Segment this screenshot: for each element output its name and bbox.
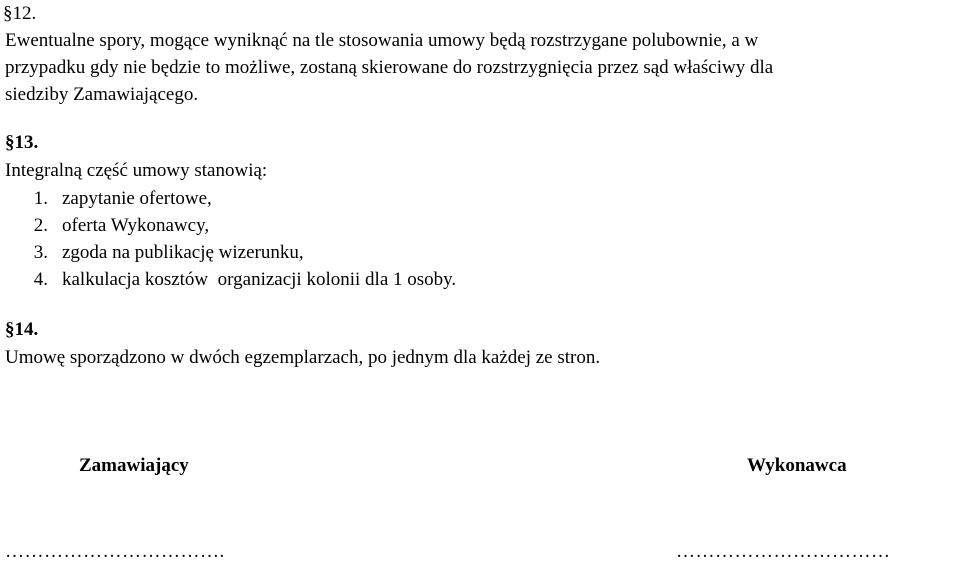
list-item-number: 3. <box>33 242 48 263</box>
signature-line-contractor: …………………………… <box>676 541 891 562</box>
list-item-number: 2. <box>33 215 48 236</box>
list-item-text: kalkulacja kosztów organizacji kolonii dla 1 osoby. <box>62 269 457 290</box>
section-12-heading: §12. <box>3 3 37 24</box>
section-13-intro: Integralną część umowy stanowią: <box>5 160 268 181</box>
list-item <box>0 270 456 289</box>
section-12-line-3: siedziby Zamawiającego. <box>5 84 199 105</box>
list-item-text: zgoda na publikację wizerunku, <box>62 242 304 263</box>
list-item-text: oferta Wykonawcy, <box>62 215 210 236</box>
list-item-number: 1. <box>33 188 48 209</box>
list-item-number: 4. <box>33 269 48 290</box>
signature-label-contractor: Wykonawca <box>747 455 847 476</box>
signature-line-ordering-party: ……………………………. <box>5 541 225 562</box>
list-item <box>0 243 304 262</box>
section-13-heading: §13. <box>5 132 39 153</box>
list-item <box>0 216 209 235</box>
section-12-line-2: przypadku gdy nie będzie to możliwe, zostaną skierowane do rozstrzygnięcia przez sąd właściwy dla <box>5 57 774 78</box>
list-item <box>0 189 212 208</box>
section-12-line-1: Ewentualne spory, mogące wyniknąć na tle stosowania umowy będą rozstrzygane polubownie, a w <box>5 30 759 51</box>
signature-label-ordering-party: Zamawiający <box>79 455 189 476</box>
list-item-text: zapytanie ofertowe, <box>62 188 212 209</box>
section-14-text: Umowę sporządzono w dwóch egzemplarzach, po jednym dla każdej ze stron. <box>5 347 601 368</box>
section-14-heading: §14. <box>5 319 39 340</box>
